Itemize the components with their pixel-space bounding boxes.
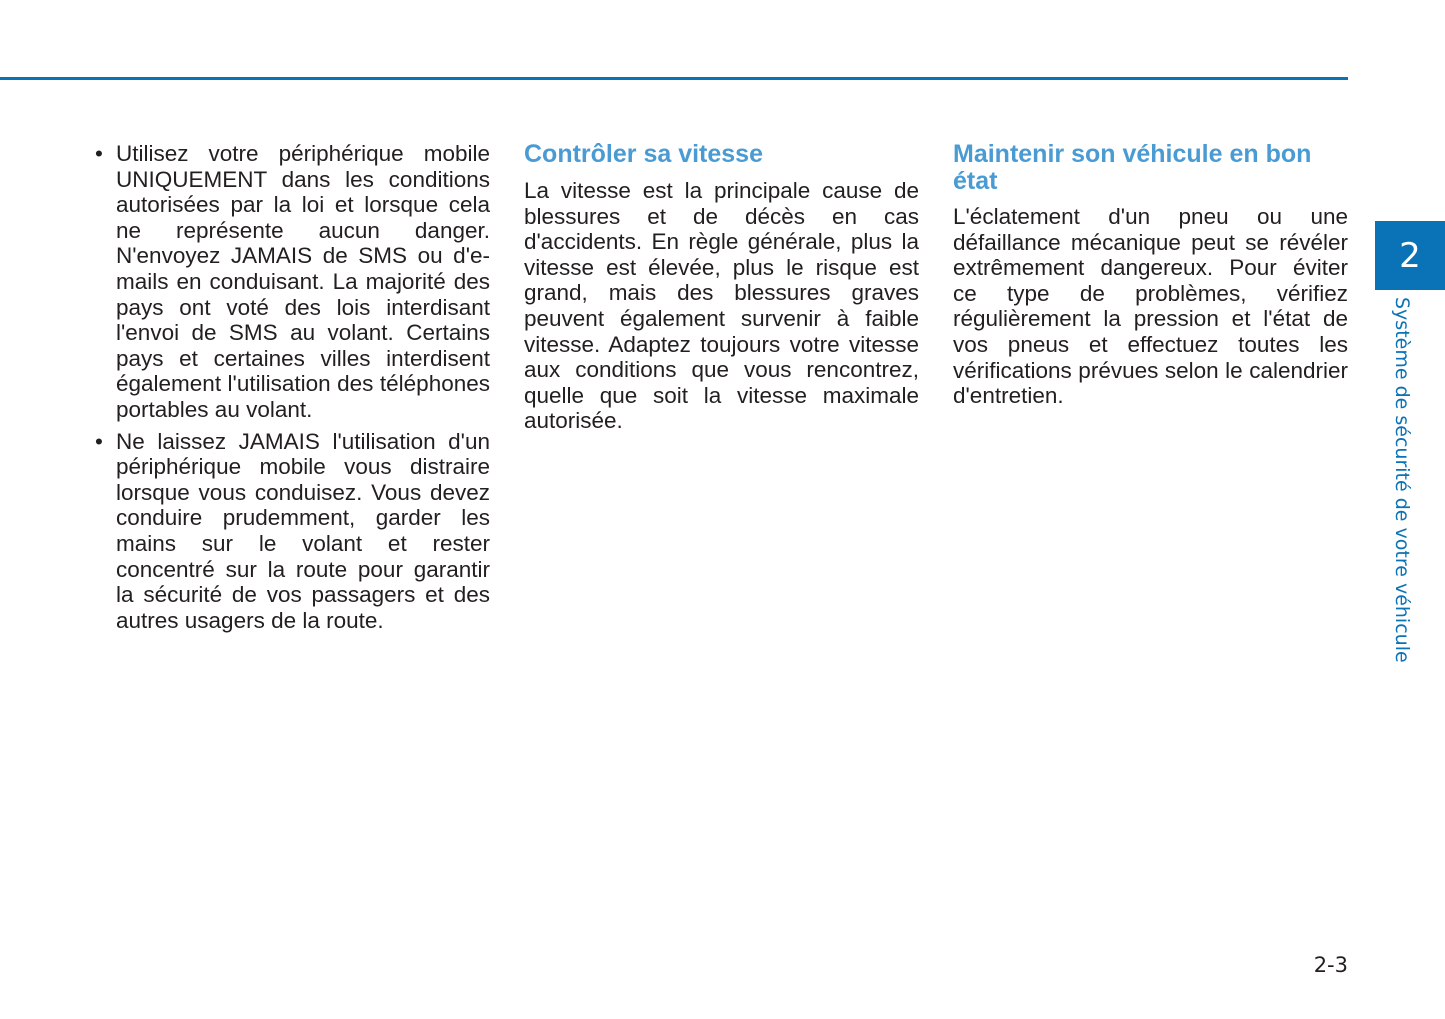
section-heading-maintenance: Maintenir son véhicule en bon état — [953, 140, 1312, 195]
page-number: 2-3 — [1313, 953, 1348, 977]
chapter-number: 2 — [1399, 235, 1421, 276]
chapter-title: Système de sécurité de votre véhicule — [1391, 297, 1413, 663]
chapter-tab — [1375, 221, 1445, 290]
section-body-maintenance: L'éclatement d'un pneu ou une défaillance mécanique peut se révéler extrêmement dangereux. Pour éviter ce type de problèmes, vérifiez régulièrement la pression et l'état de vos pneus et effectuez toutes les vérifications prévues selon le calendrier d'entretien. — [953, 204, 1348, 409]
section-maintenance — [953, 141, 1348, 409]
list-item — [93, 141, 490, 423]
section-heading-speed: Contrôler sa vitesse — [524, 140, 763, 168]
bullet-icon: • — [95, 428, 103, 454]
list-item-text: Ne laissez JAMAIS l'utilisation d'un périphérique mobile vous distraire lorsque vous conduisez. Vous devez conduire prudemment, garder les mains sur le volant et rester concentré sur la route pour garantir la sécurité de vos passagers et des autres usagers de la route. — [116, 428, 490, 633]
bullet-icon: • — [95, 141, 103, 166]
header-rule — [0, 77, 1348, 80]
bullet-list — [93, 141, 490, 633]
list-item — [93, 429, 490, 634]
section-speed — [524, 141, 919, 434]
list-item-text: Utilisez votre périphérique mobile UNIQUEMENT dans les conditions autorisées par la loi et lorsque cela ne représente aucun danger. N'envoyez JAMAIS de SMS ou d'e-mails en conduisant. La majorité des pays ont voté des lois interdisant l'envoi de SMS au volant. Certains pays et certaines villes interdisent également l'utilisation des téléphones portables au volant. — [116, 141, 490, 422]
section-body-speed: La vitesse est la principale cause de blessures et de décès en cas d'accidents. En règle générale, plus la vitesse est élevée, plus le risque est grand, mais des blessures graves peuvent également survenir à faible vitesse. Adaptez toujours votre vitesse aux conditions que vous rencontrez, quelle que soit la vitesse maximale autorisée. — [524, 178, 919, 434]
column-left — [93, 141, 490, 639]
